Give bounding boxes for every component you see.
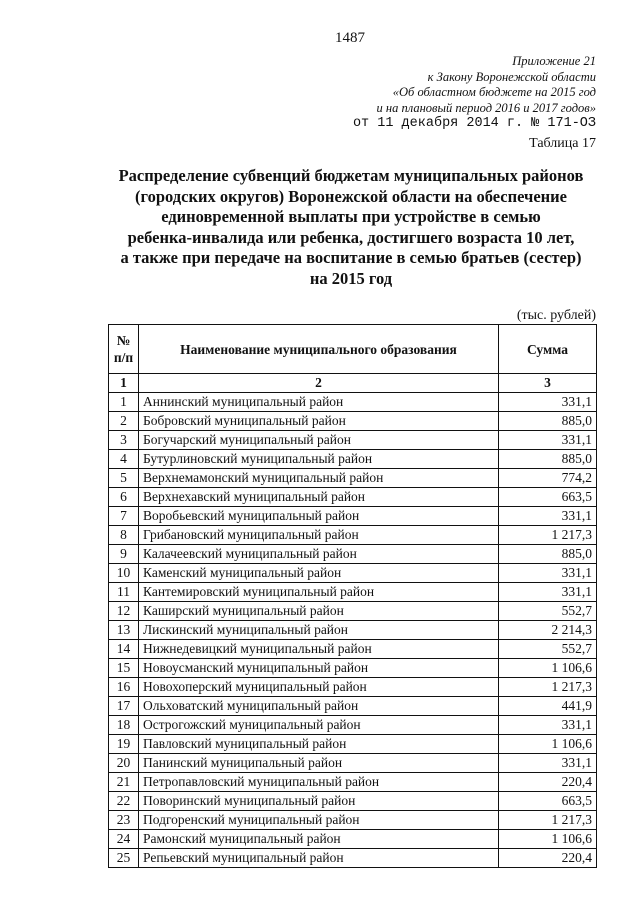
table-row: [109, 488, 597, 507]
row-name-cell: Репьевский муниципальный район: [139, 849, 499, 868]
row-sum-cell: 331,1: [499, 564, 597, 583]
title-line: ребенка-инвалида или ребенка, достигшего возраста 10 лет,: [127, 227, 575, 247]
row-sum-cell: 552,7: [499, 602, 597, 621]
row-number-cell: 6: [109, 488, 139, 507]
row-sum-cell: 220,4: [499, 773, 597, 792]
subvention-table: [108, 324, 597, 868]
table-row: [109, 697, 597, 716]
title-line: на 2015 год: [309, 268, 393, 288]
row-sum-cell: 1 106,6: [499, 659, 597, 678]
row-sum-cell: 331,1: [499, 583, 597, 602]
row-sum-cell: 1 217,3: [499, 811, 597, 830]
row-sum-cell: 552,7: [499, 640, 597, 659]
row-number-cell: 10: [109, 564, 139, 583]
header-sum: Сумма: [499, 325, 597, 374]
row-sum-cell: 2 214,3: [499, 621, 597, 640]
appendix-line: к Закону Воронежской области: [427, 69, 596, 84]
row-number-cell: 22: [109, 792, 139, 811]
row-name-cell: Острогожский муниципальный район: [139, 716, 499, 735]
row-name-cell: Аннинский муниципальный район: [139, 393, 499, 412]
row-sum-cell: 663,5: [499, 488, 597, 507]
row-name-cell: Новоусманский муниципальный район: [139, 659, 499, 678]
table-row: [109, 735, 597, 754]
document-title: [90, 166, 612, 289]
table-row: [109, 678, 597, 697]
appendix-block: [377, 54, 596, 116]
row-number-cell: 13: [109, 621, 139, 640]
row-name-cell: Лискинский муниципальный район: [139, 621, 499, 640]
title-line: Распределение субвенций бюджетам муниципальных районов: [118, 166, 584, 185]
table-row: [109, 621, 597, 640]
row-number-cell: 15: [109, 659, 139, 678]
row-sum-cell: 885,0: [499, 545, 597, 564]
row-sum-cell: 885,0: [499, 450, 597, 469]
table-header-row: [109, 325, 597, 374]
table-row: [109, 849, 597, 868]
table-body: [109, 374, 597, 868]
row-number-cell: 25: [109, 849, 139, 868]
row-sum-cell: 331,1: [499, 716, 597, 735]
table-row: [109, 792, 597, 811]
row-name-cell: Каменский муниципальный район: [139, 564, 499, 583]
header-name: Наименование муниципального образования: [139, 325, 499, 374]
row-sum-cell: 220,4: [499, 849, 597, 868]
row-number-cell: 1: [109, 393, 139, 412]
column-number-row: [109, 374, 597, 393]
table-row: [109, 564, 597, 583]
row-sum-cell: 331,1: [499, 507, 597, 526]
row-sum-cell: 774,2: [499, 469, 597, 488]
table-row: [109, 526, 597, 545]
row-name-cell: Бутурлиновский муниципальный район: [139, 450, 499, 469]
row-number-cell: 14: [109, 640, 139, 659]
row-name-cell: Петропавловский муниципальный район: [139, 773, 499, 792]
row-name-cell: Панинский муниципальный район: [139, 754, 499, 773]
row-sum-cell: 1 217,3: [499, 678, 597, 697]
table-row: [109, 602, 597, 621]
table-row: [109, 583, 597, 602]
column-number: 2: [139, 374, 499, 393]
row-sum-cell: 331,1: [499, 754, 597, 773]
row-number-cell: 23: [109, 811, 139, 830]
table-row: [109, 450, 597, 469]
row-number-cell: 9: [109, 545, 139, 564]
row-name-cell: Поворинский муниципальный район: [139, 792, 499, 811]
row-name-cell: Нижнедевицкий муниципальный район: [139, 640, 499, 659]
row-sum-cell: 1 217,3: [499, 526, 597, 545]
row-sum-cell: 441,9: [499, 697, 597, 716]
row-name-cell: Грибановский муниципальный район: [139, 526, 499, 545]
row-name-cell: Рамонский муниципальный район: [139, 830, 499, 849]
row-sum-cell: 663,5: [499, 792, 597, 811]
row-sum-cell: 331,1: [499, 431, 597, 450]
column-number: 1: [109, 374, 139, 393]
appendix-line: Приложение 21: [512, 54, 596, 68]
title-line: а также при передаче на воспитание в семью братьев (сестер): [120, 248, 582, 267]
row-name-cell: Павловский муниципальный район: [139, 735, 499, 754]
table-row: [109, 507, 597, 526]
page-number: 1487: [335, 30, 365, 46]
row-number-cell: 24: [109, 830, 139, 849]
row-name-cell: Бобровский муниципальный район: [139, 412, 499, 431]
appendix-line: «Об областном бюджете на 2015 год: [392, 85, 596, 99]
row-number-cell: 4: [109, 450, 139, 469]
table-row: [109, 393, 597, 412]
title-line: единовременной выплаты при устройстве в семью: [161, 207, 541, 226]
row-number-cell: 11: [109, 583, 139, 602]
row-number-cell: 17: [109, 697, 139, 716]
row-name-cell: Каширский муниципальный район: [139, 602, 499, 621]
row-name-cell: Воробьевский муниципальный район: [139, 507, 499, 526]
table-row: [109, 640, 597, 659]
row-number-cell: 18: [109, 716, 139, 735]
row-number-cell: 3: [109, 431, 139, 450]
row-sum-cell: 885,0: [499, 412, 597, 431]
units-label: (тыс. рублей): [516, 308, 596, 323]
table-row: [109, 431, 597, 450]
table-row: [109, 716, 597, 735]
appendix-line: и на плановый период 2016 и 2017 годов»: [376, 100, 596, 115]
row-number-cell: 16: [109, 678, 139, 697]
table-row: [109, 469, 597, 488]
column-number: 3: [499, 374, 597, 393]
row-number-cell: 5: [109, 469, 139, 488]
row-number-cell: 20: [109, 754, 139, 773]
row-name-cell: Калачеевский муниципальный район: [139, 545, 499, 564]
table-label: Таблица 17: [529, 136, 596, 151]
row-sum-cell: 1 106,6: [499, 735, 597, 754]
table-row: [109, 545, 597, 564]
table-row: [109, 659, 597, 678]
table-row: [109, 830, 597, 849]
row-number-cell: 2: [109, 412, 139, 431]
table-row: [109, 754, 597, 773]
row-name-cell: Верхнемамонский муниципальный район: [139, 469, 499, 488]
row-number-cell: 19: [109, 735, 139, 754]
row-number-cell: 8: [109, 526, 139, 545]
row-number-cell: 7: [109, 507, 139, 526]
row-name-cell: Кантемировский муниципальный район: [139, 583, 499, 602]
table-row: [109, 773, 597, 792]
row-name-cell: Новохоперский муниципальный район: [139, 678, 499, 697]
table-row: [109, 811, 597, 830]
row-sum-cell: 331,1: [499, 393, 597, 412]
title-line: (городских округов) Воронежской области на обеспечение: [135, 186, 567, 206]
table-row: [109, 412, 597, 431]
row-name-cell: Подгоренский муниципальный район: [139, 811, 499, 830]
row-name-cell: Богучарский муниципальный район: [139, 431, 499, 450]
header-num: № п/п: [109, 325, 139, 374]
row-sum-cell: 1 106,6: [499, 830, 597, 849]
law-reference: от 11 декабря 2014 г. № 171-ОЗ: [352, 116, 596, 131]
row-number-cell: 12: [109, 602, 139, 621]
row-name-cell: Ольховатский муниципальный район: [139, 697, 499, 716]
row-number-cell: 21: [109, 773, 139, 792]
row-name-cell: Верхнехавский муниципальный район: [139, 488, 499, 507]
